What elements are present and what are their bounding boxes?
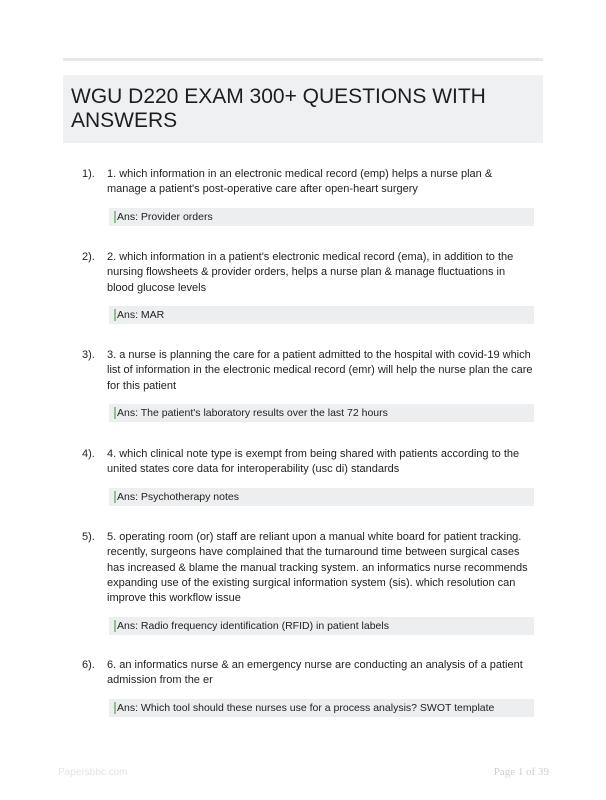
answer-box: [109, 699, 534, 717]
question-text: 3. a nurse is planning the care for a patient admitted to the hospital with covid-19 which list of information in the electronic medical record (emr) will help the nurse plan the care for this patient: [107, 349, 533, 392]
question-text: 4. which clinical note type is exempt from being shared with patients according to the united states core data for interoperability (usc di) standards: [107, 448, 520, 476]
answer-box: [109, 617, 534, 635]
question-number: 5).: [82, 531, 95, 543]
top-divider: [63, 58, 543, 61]
question-number: 2).: [82, 251, 95, 263]
document-title: WGU D220 EXAM 300+ QUESTIONS WITH ANSWERS: [71, 85, 486, 132]
question-number: 1).: [82, 168, 95, 180]
answer-text: Ans: Which tool should these nurses use for a process analysis? SWOT template: [117, 702, 495, 714]
question-text: 2. which information in a patient's electronic medical record (ema), in addition to the nursing flowsheets & provider orders, helps a nurse plan & manage fluctuations in blood glucose levels: [107, 251, 514, 294]
answer-marker: [114, 702, 116, 714]
answer-text: Ans: The patient's laboratory results over the last 72 hours: [117, 407, 388, 419]
title-banner: [63, 75, 543, 143]
answer-marker: [114, 407, 116, 419]
answer-box: [109, 208, 534, 226]
answer-text: Ans: Radio frequency identification (RFID) in patient labels: [117, 620, 389, 632]
answer-marker: [114, 491, 116, 503]
answer-marker: [114, 309, 116, 321]
question-number: 4).: [82, 448, 95, 460]
answer-marker: [114, 620, 116, 632]
answer-box: [109, 488, 534, 506]
answer-text: Ans: Psychotherapy notes: [117, 491, 239, 503]
answer-text: Ans: MAR: [117, 309, 165, 321]
footer-page-number: Page 1 of 39: [493, 766, 549, 778]
footer-site-watermark: Papersbbc.com: [58, 767, 128, 778]
question-text: 6. an informatics nurse & an emergency nurse are conducting an analysis of a patient admission from the er: [107, 659, 523, 687]
question-text: 1. which information in an electronic medical record (emp) helps a nurse plan & manage a patient's post-operative care after open-heart surgery: [107, 168, 493, 196]
answer-text: Ans: Provider orders: [117, 211, 213, 223]
answer-box: [109, 306, 534, 324]
question-number: 6).: [82, 659, 95, 671]
question-number: 3).: [82, 349, 95, 361]
question-text: 5. operating room (or) staff are reliant upon a manual white board for patient tracking. recently, surgeons have complained that the turnaround time between surgical cases has increased & blame the manual tracking system. an informatics nurse recommends expanding use of the existing surgical information system (sis). which resolution can improve this workflow issue: [107, 531, 528, 605]
answer-box: [109, 404, 534, 422]
answer-marker: [114, 211, 116, 223]
